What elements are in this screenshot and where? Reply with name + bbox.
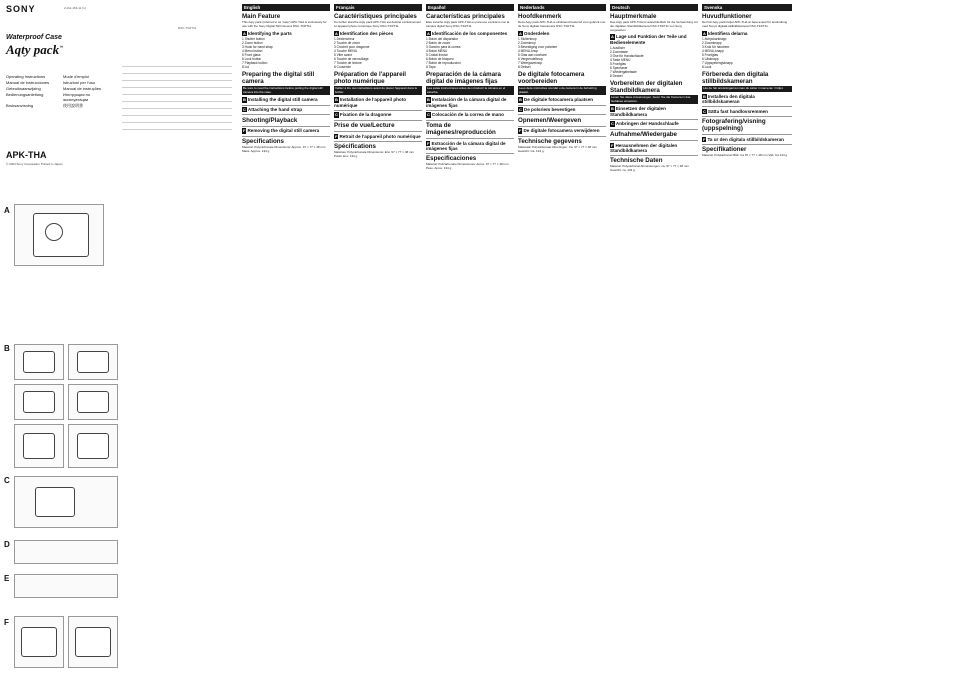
section-preparing: Preparing the digital still camera — [242, 70, 315, 85]
paragraph-main: Deze Aqty pack APK-THA is uitsluitend bestemd voor gebruik met de Sony digitale fotocamera DSC-T33/T11. — [518, 20, 606, 28]
figure-remove-2 — [68, 616, 118, 668]
section-strap: C Colocación de la correa de mano — [427, 112, 504, 118]
section-strap: C Anbringen der Handschlaufe — [611, 121, 679, 127]
language-item: Bruksanvisning — [6, 103, 34, 108]
list-item: 4 Botón MENU — [426, 48, 448, 53]
step-label-e: E — [4, 574, 10, 583]
list-item: 6 Lock button — [242, 56, 262, 61]
figure-playback — [14, 574, 118, 598]
list-item: 4 MENU-knop — [518, 48, 539, 53]
section-preparing: Vorbereiten der digitalen Standbildkamera — [610, 79, 683, 94]
list-item: 4 Menu button — [242, 48, 263, 53]
list-item: 2 Zoom button — [242, 40, 263, 45]
list-item: 3 Bevestiging voor polsriem — [518, 44, 558, 49]
language-item: Mode d'emploi — [63, 74, 89, 79]
step-label-f: F — [4, 618, 9, 627]
list-item: 6 Låsknapp — [702, 56, 719, 61]
parts-list — [426, 37, 514, 69]
figure-step-b-1 — [14, 344, 64, 380]
list-item: 3 Crochet pour dragonne — [334, 44, 370, 49]
list-item: 6 Botón de bloqueo — [426, 56, 454, 61]
warning-box: Veillez à lire ces instructions avant de placer l'appareil dans le boîtier. — [334, 86, 422, 96]
list-item: 7 Weergaveknop — [518, 60, 543, 65]
camera-outline-icon — [77, 433, 109, 459]
list-item: 8 Deckel — [610, 73, 623, 78]
list-item: 6 Sperrtaste — [610, 65, 628, 70]
section-strap: C Attaching the hand strap — [243, 107, 302, 113]
language-item: Gebruiksaanwijzing — [6, 86, 41, 91]
list-item: 5 Frontglas — [610, 61, 626, 66]
section-main-feature: Huvudfunktioner — [702, 13, 752, 20]
case-outline-icon — [35, 487, 75, 517]
list-item: 3 Gancho para la correa — [426, 44, 461, 49]
specifications-text: Material: Polycarbonat Abmessungen: ca. 97 × 77 × 48 mm Gewicht: ca. 134 g — [610, 164, 689, 173]
step-label-c: C — [4, 476, 10, 485]
parts-list — [334, 37, 422, 69]
section-strap: C Fixation de la dragonne — [335, 112, 392, 118]
sony-logo: SONY — [6, 4, 36, 14]
section-parts: A Identifiera delarna — [703, 30, 748, 36]
specifications-text: Matériau: Polycarbonate Dimensions: Env. 97 × 77 × 48 mm Poids: Env. 134 g — [334, 150, 414, 158]
column-deutsch — [610, 4, 698, 668]
camera-outline-icon — [23, 433, 55, 459]
section-main-feature: Características principales — [426, 13, 505, 20]
section-parts: A Identification des pièces — [335, 30, 394, 36]
product-type: Waterproof Case — [6, 34, 62, 41]
list-item: 1 Botón del disparador — [426, 36, 459, 41]
figure-shooting — [14, 540, 118, 564]
figure-step-b-6 — [68, 424, 118, 468]
list-item: 6 Touche de verrouillage — [334, 56, 369, 61]
section-specifications: Spécifications — [334, 143, 376, 151]
section-strap: C De polsriem bevestigen — [519, 107, 576, 113]
section-parts: A Identifying the parts — [243, 30, 292, 36]
section-specifications: Technische gegevens — [518, 138, 582, 145]
list-item: 5 Cristal frontal — [426, 52, 448, 57]
language-header: Nederlands — [518, 4, 606, 11]
specifications-text: Material: Polycarbonate Dimensions: Approx. 97 × 77 × 48 mm Mass: Approx. 134 g — [242, 145, 326, 153]
section-removing: F De digitale fotocamera verwijderen — [519, 128, 600, 134]
figure-step-b-4 — [68, 384, 118, 420]
list-item: 5 Frontglas — [702, 52, 718, 57]
list-item: 7 Playback button — [242, 60, 268, 65]
list-item: 2 Botón de zoom — [426, 40, 451, 45]
section-removing: F Ta ur den digitala stillbildskameran — [703, 136, 784, 142]
section-preparing: Förbereda den digitala stillbildskameran — [702, 70, 769, 85]
language-item: Bedienungsanleitung — [6, 92, 44, 97]
section-strap: C Sätta fast handlovsremmen — [703, 108, 768, 114]
section-preparing: Preparación de la cámara digital de imágenes fijas — [426, 70, 501, 85]
figure-step-b-5 — [14, 424, 64, 468]
language-header: Deutsch — [610, 4, 698, 11]
section-removing: F Extracción de la cámara digital de imágenes fijas — [426, 140, 506, 151]
section-removing: F Herausnehmen der digitalen Standbildkamera — [610, 142, 678, 153]
section-shooting: Aufnahme/Wiedergabe — [610, 131, 677, 138]
step-label-d: D — [4, 540, 10, 549]
list-item: 4 MENU-knapp — [702, 48, 724, 53]
section-preparing: Préparation de l'appareil photo numérique — [334, 70, 406, 85]
section-installing: B Installation de l'appareil photo numérique — [334, 97, 407, 108]
list-item: 1 Avtryckarknapp — [702, 36, 727, 41]
section-shooting: Fotografering/visning (uppspelning) — [702, 118, 766, 133]
camera-outline-icon — [77, 391, 109, 413]
section-shooting: Opnemen/Weergeven — [518, 116, 582, 124]
list-item: 1 Shutter button — [242, 36, 265, 41]
case-outline-icon — [75, 627, 111, 657]
paragraph-main: Ce boîtier étanche Aqty pack APK-THA est destiné exclusivement à l'appareil photo numérique Sony DSC-T33/T11. — [334, 20, 422, 28]
parts-list — [702, 37, 792, 69]
section-main-feature: Main Feature — [242, 13, 281, 20]
section-installing: B Einsetzen der digitalen Standbildkamera — [610, 106, 666, 117]
copyright: © 2004 Sony Corporation Printed in Japan — [6, 162, 63, 166]
product-title-block — [6, 34, 126, 58]
notes-lines — [122, 60, 232, 136]
paragraph-main: This Aqty pack (referred to as 'case') APK-THA is exclusively for use with the Sony Digital Still Camera DSC-T33/T11. — [242, 20, 327, 28]
document-number: 2-111-163-11 (1) — [64, 6, 86, 10]
warning-box: Lesen Sie diese Anweisungen, bevor Sie die Kamera in das Gehäuse einsetzen. — [610, 95, 698, 105]
step-label-b: B — [4, 344, 10, 353]
figure-hand-strap — [14, 476, 118, 528]
section-specifications: Technische Daten — [610, 157, 663, 165]
figure-remove-1 — [14, 616, 64, 668]
list-item: 7 Botón de reproducción — [426, 60, 461, 65]
section-installing: B De digitale fotocamera plaatsen — [519, 97, 594, 103]
section-installing: B Installing the digital still camera — [243, 97, 318, 103]
list-item: 7 Wiedergabetaste — [610, 69, 637, 74]
list-item: 4 Touche MENU — [334, 48, 358, 53]
section-specifications: Specifikationer — [702, 146, 747, 154]
list-item: 6 Vergrendelknop — [518, 56, 543, 61]
section-main-feature: Caractéristiques principales — [334, 13, 417, 20]
section-parts: A Identificación de los componentes — [427, 30, 508, 36]
list-item: 1 Déclencheur — [334, 36, 355, 41]
list-item: 7 Touche de lecture — [334, 60, 362, 65]
section-specifications: Especificaciones — [426, 155, 477, 163]
language-list — [6, 74, 116, 108]
section-installing: B Installera den digitala stillbildskameran — [702, 93, 755, 104]
language-header: English — [242, 4, 330, 11]
list-item: 5 Vitre avant — [334, 52, 352, 57]
list-item: 3 Hook for hand strap — [242, 44, 273, 49]
list-item: 8 Lid — [242, 64, 249, 69]
model-number: APK-THA — [6, 150, 47, 160]
list-item: 3 Krok för handrem — [702, 44, 730, 49]
column-svenska — [702, 4, 792, 668]
language-item: Инструкция по эксплуатации — [63, 92, 91, 102]
list-item: 2 Zoomknapp — [702, 40, 722, 45]
section-shooting: Prise de vue/Lecture — [334, 122, 395, 129]
camera-outline-icon — [23, 391, 55, 413]
section-parts: A Onderdelen — [519, 30, 550, 36]
figure-camera-case-front — [14, 204, 104, 266]
case-outline-icon — [21, 627, 57, 657]
list-item: 8 Lock — [702, 64, 712, 69]
figure-step-b-2 — [68, 344, 118, 380]
list-item: 2 Zoomknop — [518, 40, 536, 45]
specifications-text: Material: Policarbonato Dimensiones: Aprox. 97 × 77 × 48 mm Peso: Aprox. 134 g — [426, 162, 509, 171]
warning-box: Lees deze instructies voordat u de camera in de behuizing plaatst. — [518, 86, 606, 96]
column-english — [242, 4, 330, 668]
section-removing: F Retrait de l'appareil photo numérique — [335, 133, 421, 139]
language-header: Français — [334, 4, 422, 11]
section-main-feature: Hauptmerkmale — [610, 13, 657, 20]
list-item: 1 Auslöser — [610, 45, 625, 50]
language-item: Manual de instrucciones — [6, 80, 50, 85]
list-item: 8 Tapa — [426, 64, 436, 69]
paragraph-main: Este estuche Aqty pack APK-THA es para uso exclusivo con la cámara digital Sony DSC-T33/T11. — [426, 20, 510, 28]
parts-list — [610, 46, 698, 78]
camera-outline-icon — [77, 351, 109, 373]
section-shooting: Shooting/Playback — [242, 116, 298, 124]
section-preparing: De digitale fotocamera voorbereiden — [518, 70, 585, 85]
paragraph-main: Det här Aqty pack-höljet APK-THA är bara avsett för användning med Sonys digitala stillbildskamera DSC-T33/T11. — [702, 20, 788, 28]
list-item: 4 Taste MENU — [610, 57, 631, 62]
specifications-text: Materiaal: Polycarbonaat Afmetingen: Ca. 97 × 77 × 48 mm Gewicht: Ca. 134 g — [518, 145, 597, 153]
section-parts: A Lage und Funktion der Teile und Bedienelemente — [610, 34, 687, 45]
section-main-feature: Hoofdkenmerk — [518, 13, 562, 20]
paragraph-main: Das Aqty pack APK-THA ist ausschließlich für die Verwendung mit der digitalen Standbildkamera DSC-T33/T11 von Sony vorgesehen. — [610, 20, 698, 32]
product-name: Aqty pack™ — [6, 42, 64, 57]
section-specifications: Specifications — [242, 138, 284, 145]
language-item: Operating Instructions — [6, 74, 46, 79]
specifications-text: Material: Polykarbonat Mått: Ca 97 × 77 × 48 mm Vikt: Ca 134 g — [702, 153, 788, 158]
parts-list — [518, 37, 606, 69]
step-label-a: A — [4, 206, 10, 215]
language-item: Manual de instruções — [63, 86, 102, 91]
language-item: Istruzioni per l'uso — [63, 80, 96, 85]
column-nederlands — [518, 4, 606, 668]
list-item: 5 Front glass — [242, 52, 261, 57]
list-item: 1 Sluiterknop — [518, 36, 537, 41]
figure-step-b-3 — [14, 384, 64, 420]
language-header: Svenska — [702, 4, 792, 11]
language-item: 使用說明書 — [63, 103, 83, 108]
list-item: 8 Couvercle — [334, 64, 352, 69]
cover-notes-strip — [118, 0, 238, 673]
language-header: Español — [426, 4, 514, 11]
column-francais — [334, 4, 422, 668]
warning-box: Lea estas instrucciones antes de introducir la cámara en el estuche. — [426, 86, 514, 96]
list-item: 2 Zoomtaste — [610, 49, 628, 54]
warning-box: Be sure to read the instructions before putting the digital still camera into the case. — [242, 86, 330, 96]
column-espanol — [426, 4, 514, 668]
lens-icon — [45, 223, 63, 241]
section-removing: F Removing the digital still camera — [243, 128, 320, 134]
parts-list — [242, 37, 330, 69]
section-shooting: Toma de imágenes/reproducción — [426, 122, 496, 136]
section-installing: B Instalación de la cámara digital de imágenes fijas — [426, 97, 507, 108]
list-item: 2 Touche de zoom — [334, 40, 360, 45]
list-item: 5 Glas aan voorkant — [518, 52, 547, 57]
compatible-camera-code: DSC-T33/T11 — [178, 26, 197, 30]
warning-box: Läs de här anvisningarna innan du sätter in kameran i höljet. — [702, 86, 792, 92]
list-item: 3 Öse für Handschlaufe — [610, 53, 644, 58]
list-item: 7 Uppspelningsknapp — [702, 60, 733, 65]
list-item: 8 Deksel — [518, 64, 531, 69]
camera-outline-icon — [23, 351, 55, 373]
